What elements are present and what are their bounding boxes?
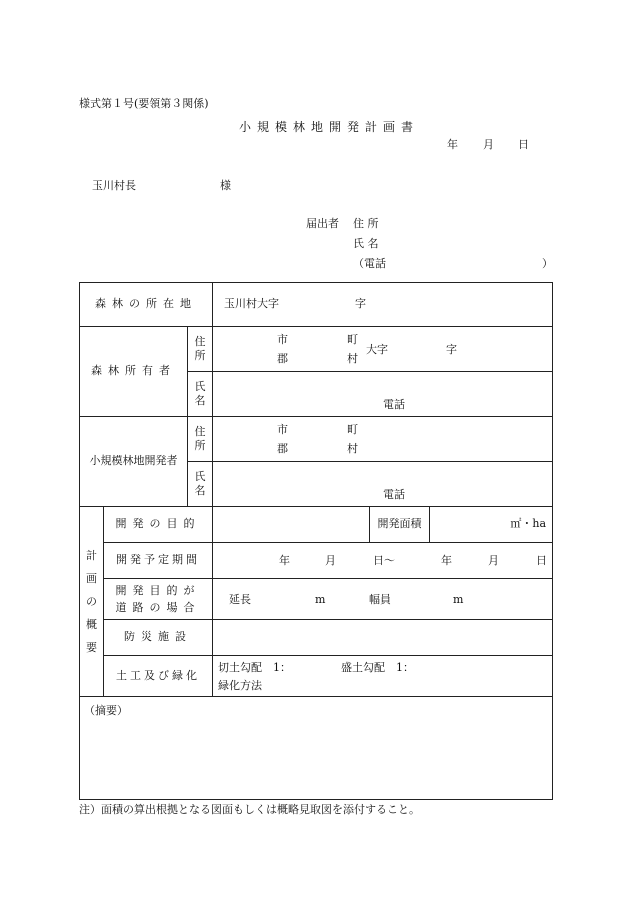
period-day-start: 日～ <box>373 554 396 567</box>
applicant-phone-open: （電話 <box>353 257 386 270</box>
owner-address-label-char1: 住 <box>194 334 206 348</box>
road-field[interactable] <box>213 579 553 620</box>
period-label: 開発予定期間 <box>104 543 213 579</box>
developer-address-field[interactable] <box>213 417 553 462</box>
honorific: 様 <box>220 179 231 192</box>
forest-location-aza: 字 <box>355 297 367 310</box>
row-disaster <box>80 620 553 656</box>
row-earthwork <box>80 656 553 697</box>
owner-county: 郡 <box>277 352 289 365</box>
owner-label: 森林所有者 <box>80 327 188 417</box>
owner-name-label-char1: 氏 <box>194 379 206 393</box>
purpose-label: 開発の目的 <box>104 507 213 543</box>
owner-name-label-char2: 名 <box>194 394 206 407</box>
row-forest-location <box>80 283 553 327</box>
owner-address-field[interactable] <box>213 327 553 372</box>
period-year-start: 年 <box>279 554 291 567</box>
summary-field[interactable] <box>80 697 553 800</box>
owner-city: 市 <box>277 333 289 346</box>
developer-label: 小規模林地開発者 <box>80 417 188 507</box>
developer-town: 町 <box>347 423 359 436</box>
length-unit: m <box>315 593 326 606</box>
developer-address-label-char2: 所 <box>194 439 206 452</box>
developer-address-label-char1: 住 <box>194 424 206 438</box>
addressee: 玉川村長 <box>92 179 136 192</box>
owner-phone-label: 電話 <box>383 398 406 411</box>
footnote: 注）面積の算出根拠となる図面もしくは概略見取図を添付すること。 <box>79 803 420 816</box>
owner-aza: 字 <box>446 343 458 356</box>
area-label: 開発面積 <box>370 507 430 543</box>
forest-location-oaza: 玉川村大字 <box>224 297 280 310</box>
greening-method: 緑化方法 <box>218 679 263 692</box>
applicant-name-label: 氏 名 <box>353 237 379 250</box>
period-month-start: 月 <box>325 554 337 567</box>
document-title: 小規模林地開発計画書 <box>239 120 420 134</box>
road-label-line1: 開発目的が <box>115 583 201 597</box>
owner-town: 町 <box>347 333 359 346</box>
applicant-label: 届出者 <box>306 217 339 230</box>
row-summary <box>80 697 553 800</box>
developer-name-label-char1: 氏 <box>194 469 206 483</box>
applicant-phone-close: ） <box>542 257 553 270</box>
plan-summary-label <box>80 507 104 697</box>
road-label-line2: 道路の場合 <box>115 601 201 614</box>
owner-address-label <box>188 327 213 372</box>
area-field[interactable] <box>430 507 553 543</box>
date-month: 月 <box>483 138 494 151</box>
purpose-field[interactable] <box>213 507 370 543</box>
developer-phone-label: 電話 <box>383 488 406 501</box>
row-developer-address <box>80 417 553 462</box>
owner-oaza: 大字 <box>366 343 389 356</box>
developer-city: 市 <box>277 423 289 436</box>
row-period <box>80 543 553 579</box>
period-day-end: 日 <box>536 554 548 567</box>
width-unit: m <box>453 593 464 606</box>
owner-name-label <box>188 372 213 417</box>
owner-name-field[interactable] <box>213 372 553 417</box>
row-owner-address <box>80 327 553 372</box>
plan-label-char1: 計 <box>86 548 97 562</box>
forest-location-label: 森林の所在地 <box>80 283 213 327</box>
length-label: 延長 <box>229 593 252 606</box>
developer-name-field[interactable] <box>213 462 553 507</box>
plan-label-char5: 要 <box>86 641 97 655</box>
period-month-end: 月 <box>488 554 500 567</box>
development-plan-table <box>79 282 553 800</box>
summary-label: （摘要） <box>84 704 128 717</box>
row-road <box>80 579 553 620</box>
applicant-address-label: 住 所 <box>353 217 379 230</box>
plan-label-char2: 画 <box>86 571 97 585</box>
plan-label-char4: 概 <box>86 618 97 632</box>
forest-location-field[interactable] <box>213 283 553 327</box>
developer-name-label-char2: 名 <box>194 484 206 497</box>
owner-address-label-char2: 所 <box>194 349 206 362</box>
date-year: 年 <box>447 138 458 151</box>
developer-county: 郡 <box>277 442 289 455</box>
form-number: 様式第１号(要領第３関係) <box>79 97 209 110</box>
disaster-label: 防災施設 <box>104 620 213 656</box>
earthwork-field[interactable] <box>213 656 553 697</box>
plan-label-char3: の <box>86 594 97 608</box>
date-day: 日 <box>518 138 529 151</box>
width-label: 幅員 <box>369 593 392 606</box>
period-field[interactable] <box>213 543 553 579</box>
period-year-end: 年 <box>441 554 453 567</box>
row-purpose <box>80 507 553 543</box>
developer-village: 村 <box>347 442 359 455</box>
developer-name-label <box>188 462 213 507</box>
road-label <box>104 579 213 620</box>
cut-slope: 切土勾配 1： <box>218 661 292 674</box>
owner-village: 村 <box>347 352 359 365</box>
area-unit: ㎡・ha <box>510 517 547 531</box>
developer-address-label <box>188 417 213 462</box>
disaster-field[interactable] <box>213 620 553 656</box>
earthwork-label: 土工及び緑化 <box>104 656 213 697</box>
fill-slope: 盛土勾配 1： <box>341 661 415 674</box>
